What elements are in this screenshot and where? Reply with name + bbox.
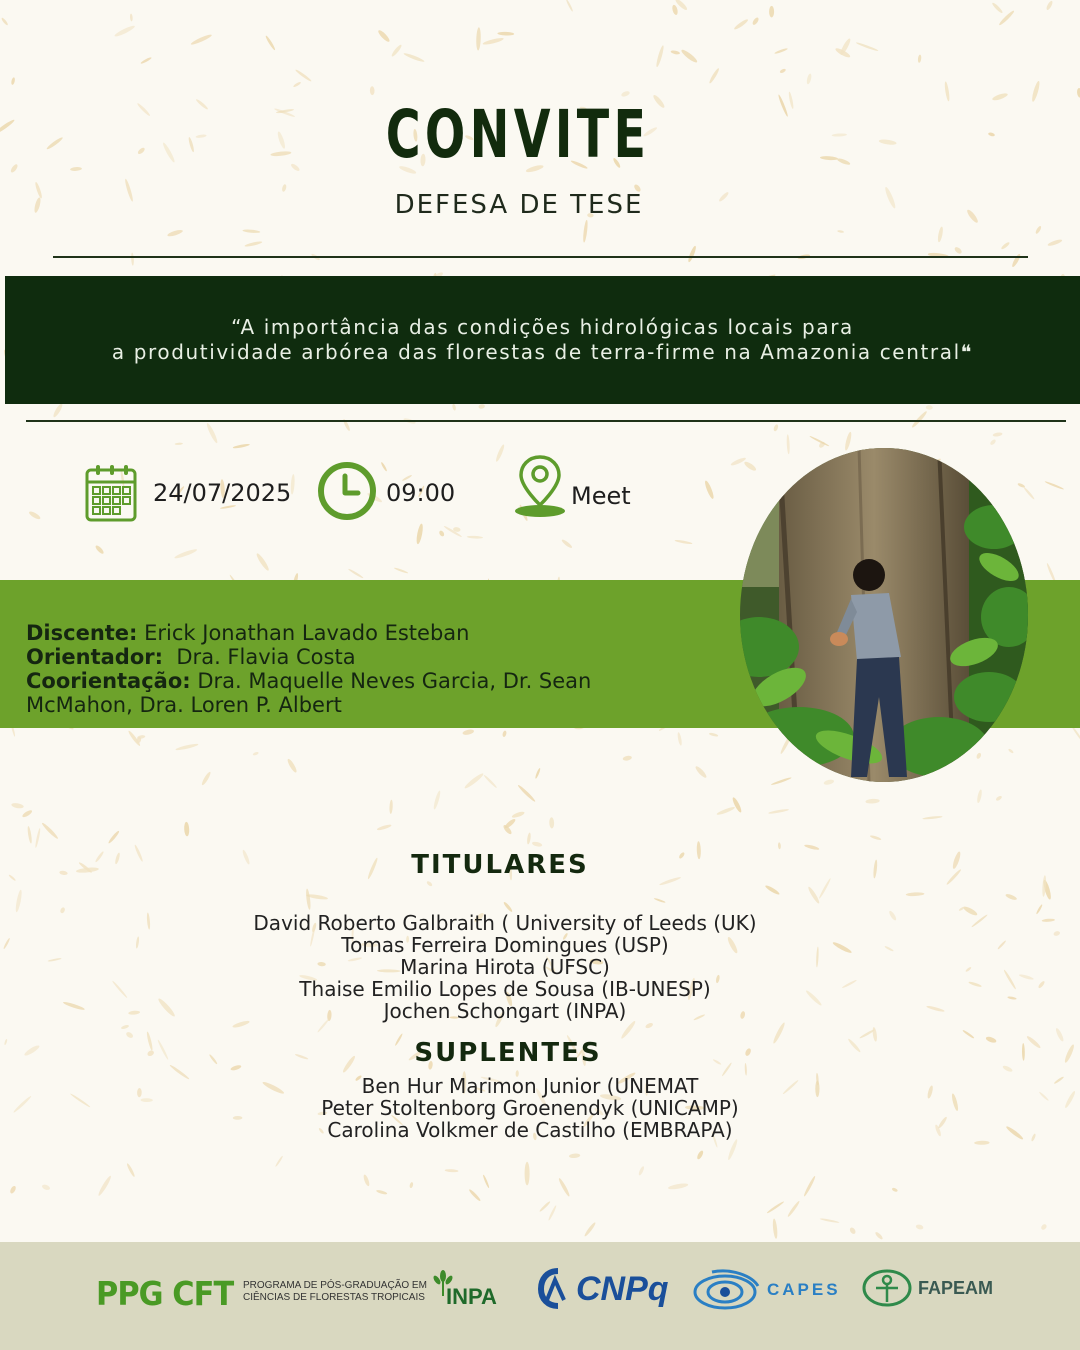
titular-member: Marina Hirota (UFSC) bbox=[400, 955, 610, 979]
event-location: Meet bbox=[571, 482, 631, 510]
ppg-caption-line-2: CIÊNCIAS DE FLORESTAS TROPICAIS bbox=[243, 1292, 425, 1303]
orientador-name: Dra. Flavia Costa bbox=[176, 645, 356, 669]
divider-middle bbox=[26, 420, 1066, 422]
sponsor-footer bbox=[0, 1242, 1080, 1350]
discente-label: Discente: bbox=[26, 621, 138, 645]
suplentes-heading: SUPLENTES bbox=[414, 1038, 602, 1068]
ppg-cft-caption bbox=[243, 1280, 427, 1304]
divider-top bbox=[53, 256, 1028, 258]
event-date: 24/07/2025 bbox=[153, 479, 292, 507]
discente-name: Erick Jonathan Lavado Esteban bbox=[144, 621, 470, 645]
capes-emblem-icon bbox=[692, 1268, 762, 1314]
thesis-title-banner bbox=[5, 276, 1080, 404]
suplente-member: Carolina Volkmer de Castilho (EMBRAPA) bbox=[327, 1118, 733, 1142]
thesis-title-line-2: a produtividade arbórea das florestas de terra-firme na Amazonia central❝ bbox=[111, 340, 974, 364]
titular-member: Tomas Ferreira Domingues (USP) bbox=[341, 933, 669, 957]
coorientacao-names-cont: McMahon, Dra. Loren P. Albert bbox=[26, 693, 342, 717]
titulares-list bbox=[0, 912, 1010, 1022]
titular-member: Thaise Emilio Lopes de Sousa (IB-UNESP) bbox=[299, 977, 711, 1001]
thesis-title-line-1: “A importância das condições hidrológicas locais para bbox=[231, 315, 854, 339]
clock-icon bbox=[316, 460, 378, 522]
cnpq-logo: CNPq bbox=[576, 1270, 669, 1308]
location-pin-icon bbox=[513, 453, 569, 519]
page-subtitle: DEFESA DE TESE bbox=[394, 190, 644, 220]
titular-member: David Roberto Galbraith ( University of Leeds (UK) bbox=[253, 911, 757, 935]
calendar-icon bbox=[84, 462, 140, 524]
titulares-heading: TITULARES bbox=[411, 850, 589, 880]
ppg-caption-line-1: PROGRAMA DE PÓS-GRADUAÇÃO EM bbox=[243, 1280, 427, 1291]
suplente-member: Peter Stoltenborg Groenendyk (UNICAMP) bbox=[321, 1096, 739, 1120]
fapeam-emblem-icon bbox=[862, 1268, 914, 1308]
suplentes-list bbox=[25, 1075, 1035, 1141]
coorientacao-label: Coorientação: bbox=[26, 669, 191, 693]
ppg-cft-logo: PPG CFT bbox=[96, 1274, 234, 1313]
suplente-member: Ben Hur Marimon Junior (UNEMAT bbox=[361, 1074, 699, 1098]
event-time: 09:00 bbox=[386, 479, 456, 507]
fapeam-logo: FAPEAM bbox=[918, 1278, 994, 1298]
orientador-label: Orientador: bbox=[26, 645, 164, 669]
inpa-logo: INPA bbox=[446, 1284, 497, 1309]
page-title: CONVITE bbox=[385, 96, 651, 173]
titular-member: Jochen Schongart (INPA) bbox=[383, 999, 627, 1023]
coorientacao-names: Dra. Maquelle Neves Garcia, Dr. Sean bbox=[197, 669, 592, 693]
advisors-block bbox=[26, 621, 666, 717]
cnpq-emblem-icon bbox=[538, 1268, 578, 1310]
capes-logo: CAPES bbox=[767, 1280, 841, 1299]
researcher-photo bbox=[739, 447, 1029, 783]
